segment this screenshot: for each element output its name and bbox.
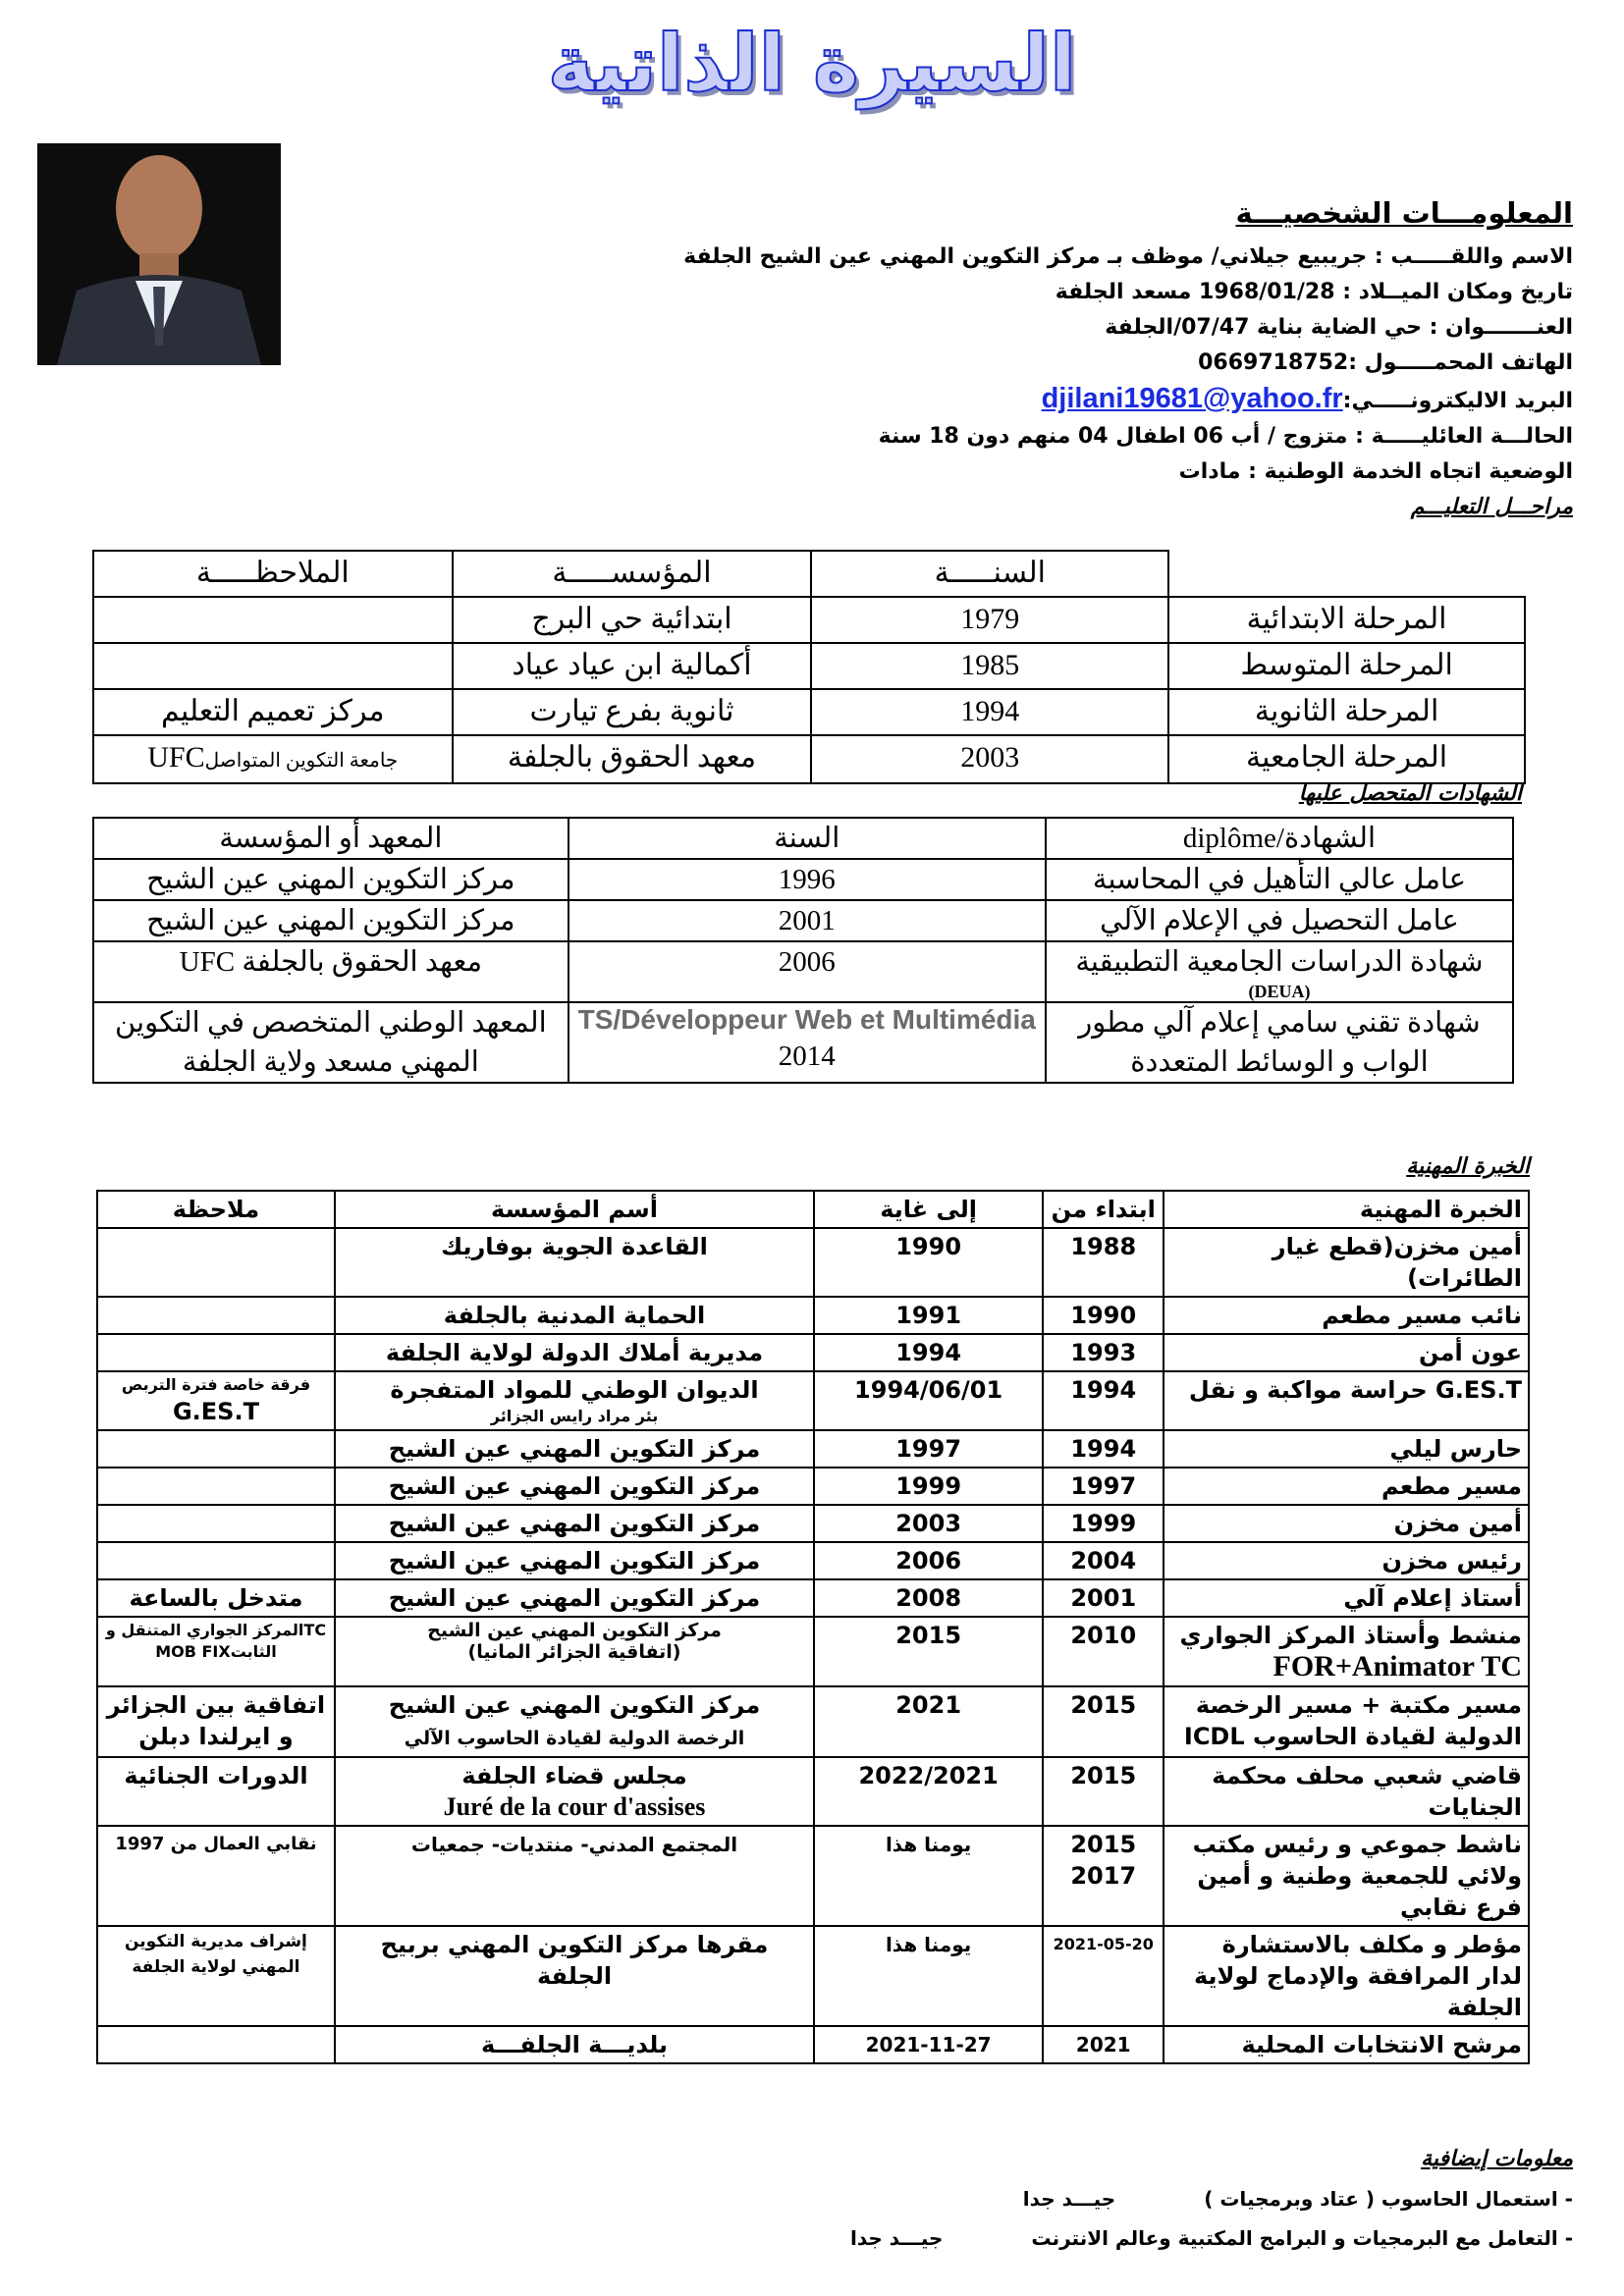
portrait-image [37,143,281,365]
table-row: G.ES.T حراسة مواكبة و نقل 1994 1994/06/01 الديوان الوطني للمواد المتفجرة بئر مراد رايس الجزائر فرقة خاصة فترة التربص G.ES.T [97,1371,1529,1430]
table-row: ناشط جموعي و رئيس مكتب ولائي للجمعية وطنية و أمين فرع نقابي 2015 2017 يومنا هذا المجتمع المدني- منتديات- جمعيات نقابي العمال من 1997 [97,1826,1529,1926]
address-row: العنـــــــوان : حي الضاية بناية 07/47/الجلفة [1105,315,1573,340]
table-row: أمين مخزن(قطع غيار الطائرات) 1988 1990 القاعدة الجوية بوفاريك [97,1228,1529,1297]
email-row: البريد الاليكترونـــــي:djilani19681@yahoo.fr [1041,383,1573,414]
table-row: مسير مطعم 1997 1999 مركز التكوين المهني عين الشيح [97,1468,1529,1505]
table-row: مسير مكتبة + مسير الرخصة الدولية لقيادة الحاسوب ICDL 2015 2021 مركز التكوين المهني عين الشيح الرخصة الدولية لقيادة الحاسوب الآلي اتفاقية بين الجزائر و ايرلندا دبلن [97,1686,1529,1757]
table-header-row: الخبرة المهنية ابتداء من إلى غاية أسم المؤسسة ملاحظة [97,1191,1529,1228]
table-row: حارس ليلي 1994 1997 مركز التكوين المهني عين الشيح [97,1430,1529,1468]
education-heading: مراحـــل التعليـــم [1410,495,1573,519]
diplomas-heading: الشهادات المتحصل عليها [1298,781,1522,806]
table-row: شهادة تقني سامي إعلام آلي مطور الواب و الوسائط المتعددة TS/Développeur Web et Multimédia 2014 المعهد الوطني المتخصص في التكوين المهني مسعد ولاية الجلفة [93,1002,1513,1083]
experience-heading: الخبرة المهنية [1406,1154,1530,1179]
table-row: عامل عالي التأهيل في المحاسبة 1996 مركز التكوين المهني عين الشيح [93,859,1513,900]
table-header-row: الشهادة/diplôme السنة المعهد أو المؤسسة [93,818,1513,859]
table-row: مرشح الانتخابات المحلية 2021 2021-11-27 بلديـــة الجلفـــة [97,2026,1529,2063]
personal-info [493,240,1573,525]
document-title: السيرة الذاتية [547,18,1077,109]
table-row: المرحلة الابتدائية 1979 ابتدائية حي البرج [93,597,1525,643]
diplomas-table [92,817,1514,1084]
table-row: أستاذ إعلام آلي 2001 2008 مركز التكوين المهني عين الشيح متدخل بالساعة [97,1579,1529,1617]
table-header-row: السنـــــة المؤسســـــة الملاحظـــــة [93,551,1525,597]
profile-photo [37,143,281,365]
experience-table [96,1190,1530,2064]
family-row: الحالـــة العائليـــــة : متزوج / أب 06 اطفال 04 منهم دون 18 سنة [878,424,1573,449]
list-item: - التعامل مع البرمجيات و البرامج المكتبية وعالم الانترنتجيـــد جدا [849,2226,1573,2250]
table-row: أمين مخزن 1999 2003 مركز التكوين المهني عين الشيح [97,1505,1529,1542]
additional-info [850,2140,1573,2258]
name-row: الاسم واللقـــــب : جريبيع جيلاني/ موظف بـ مركز التكوين المهني عين الشيح الجلفة [683,244,1573,269]
birth-row: تاريخ ومكان الميــلاد : 1968/01/28 مسعد الجلفة [1055,280,1573,304]
table-row: المرحلة المتوسط 1985 أكمالية ابن عياد عياد [93,643,1525,689]
list-item: - استعمال الحاسوب ( عتاد وبرمجيات )جيـــد جدا [1022,2187,1573,2211]
table-row: عامل التحصيل في الإعلام الآلي 2001 مركز التكوين المهني عين الشيح [93,900,1513,941]
military-row: الوضعية اتجاه الخدمة الوطنية : مادات [1178,459,1573,484]
table-row: منشط وأستاذ المركز الجواري FOR+Animator TC 2010 2015 مركز التكوين المهني عين الشيح (اتفاقية الجزائر المانيا) TCالمركز الجواري المتنقل و الثابتMOB FIX [97,1617,1529,1686]
table-row: المرحلة الجامعية 2003 معهد الحقوق بالجلفة جامعة التكوين المتواصلUFC [93,735,1525,783]
education-table [92,550,1526,784]
table-row: المرحلة الثانوية 1994 ثانوية بفرع تيارت مركز تعميم التعليم [93,689,1525,735]
table-row: عون أمن 1993 1994 مديرية أملاك الدولة لولاية الجلفة [97,1334,1529,1371]
table-row: شهادة الدراسات الجامعية التطبيقية (DEUA) 2006 معهد الحقوق بالجلفة UFC [93,941,1513,1002]
table-row: رئيس مخزن 2004 2006 مركز التكوين المهني عين الشيح [97,1542,1529,1579]
additional-heading: معلومات إيضافية [1421,2147,1573,2171]
personal-info-heading: المعلومـــات الشخصيـــة [1235,196,1573,230]
phone-row: الهاتف المحمـــــول :0669718752 [1198,350,1573,375]
table-row: قاضي شعبي محلف محكمة الجنايات 2015 2022/2021 مجلس قضاء الجلفة Juré de la cour d'assises الدورات الجنائية [97,1757,1529,1826]
table-row: نائب مسير مطعم 1990 1991 الحماية المدنية بالجلفة [97,1297,1529,1334]
email-link[interactable]: djilani19681@yahoo.fr [1041,383,1343,414]
table-row: مؤطر و مكلف بالاستشارة لدار المرافقة والإدماج لولاية الجلفة 2021-05-20 يومنا هذا مقرها مركز التكوين المهني بربيح الجلفة إشراف مديرية التكوين المهني لولاية الجلفة [97,1926,1529,2026]
